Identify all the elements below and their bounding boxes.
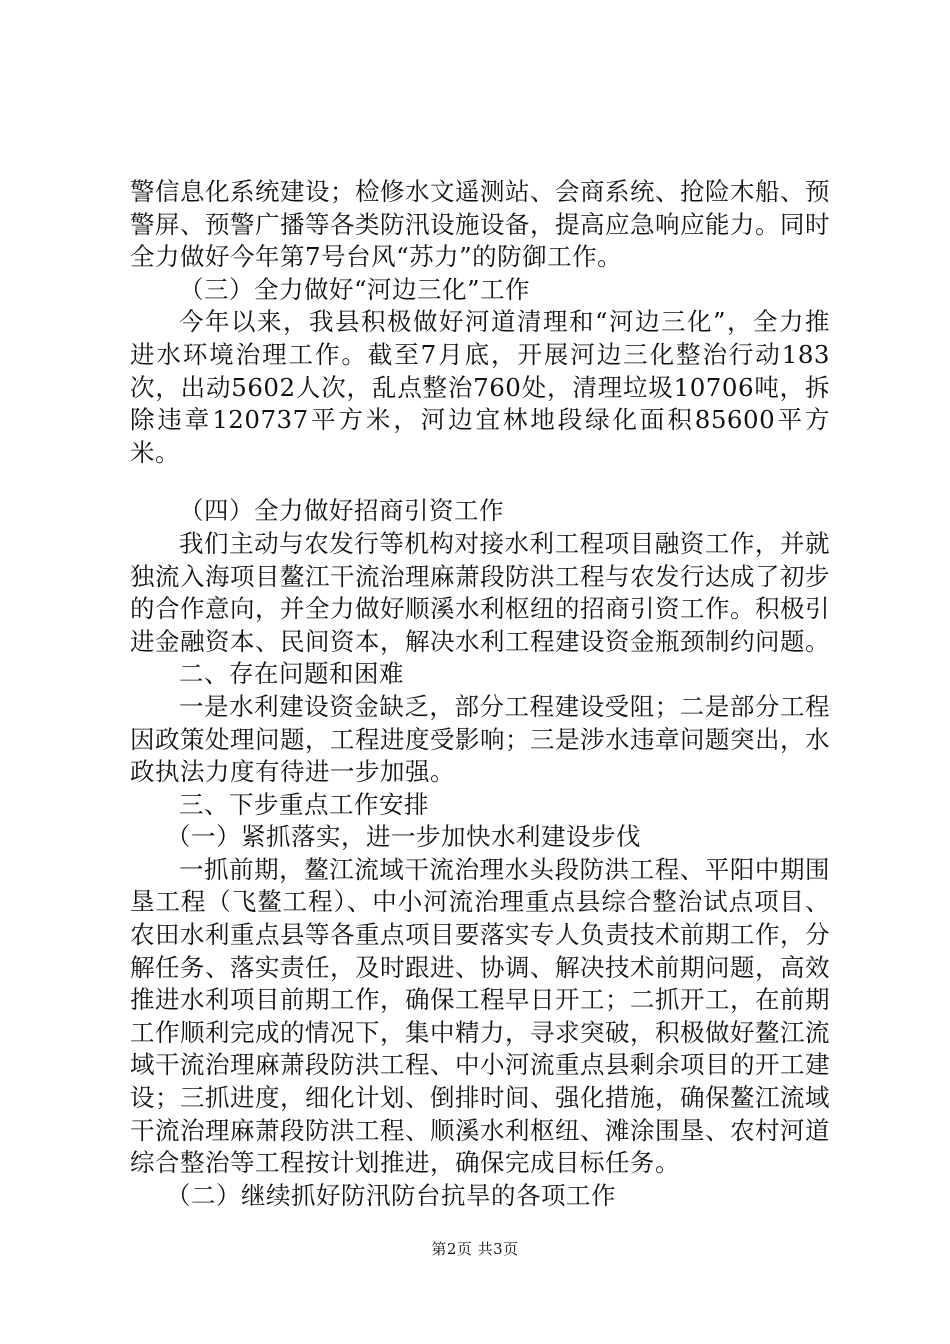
section-heading-3: （三）全力做好“河边三化”工作 (179, 274, 531, 304)
subsection-heading-2: （二）继续抓好防汛防台抗旱的各项工作 (166, 1180, 616, 1210)
section-heading-4: （四）全力做好招商引资工作 (179, 496, 504, 526)
paragraph-gap (130, 469, 830, 495)
section-heading-problems: 二、存在问题和困难 (179, 659, 404, 689)
document-body (130, 176, 830, 1212)
paragraph-construction: 一抓前期，鳌江流域干流治理水头段防洪工程、平阳中期围垦工程（飞鳌工程）、中小河流治理重点县综合整治试点项目、农田水利重点县等各重点项目要落实专人负责技术前期工作，分解任务、落实责任，及时跟进、协调、解决技术前期问题，高效推进水利项目前期工作，确保工程早日开工；二抓开工，在前期工作顺利完成的情况下，集中精力，寻求突破，积极做好鳌江流域干流治理麻萧段防洪工程、中小河流重点县剩余项目的开工建设；三抓进度，细化计划、倒排时间、强化措施，确保鳌江流域干流治理麻萧段防洪工程、顺溪水利枢纽、滩涂围垦、农村河道综合整治等工程按计划推进，确保完成目标任务。 (130, 854, 830, 1178)
paragraph-investment: 我们主动与农发行等机构对接水利工程项目融资工作，并就独流入海项目鳌江干流治理麻萧段防洪工程与农发行达成了初步的合作意向，并全力做好顺溪水利枢纽的招商引资工作。积极引进金融资本、民间资本，解决水利工程建设资金瓶颈制约问题。 (130, 528, 830, 656)
subsection-heading-1: （一）紧抓落实，进一步加快水利建设步伐 (166, 822, 641, 852)
paragraph-problems: 一是水利建设资金缺乏，部分工程建设受阻；二是部分工程因政策处理问题，工程进度受影响；三是涉水违章问题突出，水政执法力度有待进一步加强。 (130, 691, 830, 787)
section-heading-next-steps: 三、下步重点工作安排 (179, 789, 429, 819)
page-footer: 第2页 共3页 (431, 1240, 519, 1258)
paragraph-river-management: 今年以来，我县积极做好河道清理和“河边三化”，全力推进水环境治理工作。截至7月底，开展河边三化整治行动183次，出动5602人次，乱点整治760处，清理垃圾10706吨，拆除违章120737平方米，河边宜林地段绿化面积85600平方米。 (130, 307, 830, 467)
paragraph-continued: 警信息化系统建设；检修水文遥测站、会商系统、抢险木船、预警屏、预警广播等各类防汛设施设备，提高应急响应能力。同时全力做好今年第7号台风“苏力”的防御工作。 (130, 177, 830, 272)
